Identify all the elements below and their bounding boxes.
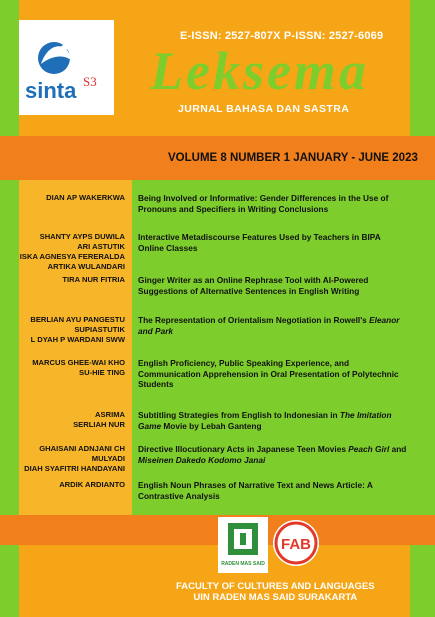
journal-title: Leksema [150, 41, 369, 101]
article-authors: TIRA NUR FITRIA [62, 275, 125, 284]
article-authors: MARCUS GHEE-WAI KHO SU-HIE TING [32, 358, 125, 377]
titles-column [132, 180, 410, 515]
svg-text:sinta: sinta [25, 78, 77, 103]
issn-text: E-ISSN: 2527-807X P-ISSN: 2527-6069 [180, 30, 384, 42]
article-authors: GHAISANI ADNJANI CH MULYADI DIAH SYAFITRI HANDAYANI [24, 444, 125, 473]
article-title: Directive Illocutionary Acts in Japanese Teen Movies Peach Girl and Miseinen Dakedo Kodomo Janai [138, 444, 407, 465]
faculty-name: FACULTY OF CULTURES AND LANGUAGES [176, 581, 375, 592]
faculty-text [176, 581, 375, 603]
article-authors: DIAN AP WAKERKWA [46, 193, 125, 202]
uin-logo [218, 517, 268, 573]
article-title: The Representation of Orientalism Negotiation in Rowell's Eleanor and Park [138, 315, 400, 336]
journal-subtitle: JURNAL BAHASA DAN SASTRA [178, 103, 350, 115]
authors-column [19, 180, 132, 515]
article-authors: BERLIAN AYU PANGESTU SUPIASTUTIK L DYAH P WARDANI SWW [30, 315, 125, 344]
article-title: English Proficiency, Public Speaking Experience, and Communication Apprehension in Oral Presentation of Polytechnic Students [138, 358, 399, 389]
article-title: Being Involved or Informative: Gender Differences in the Use of Pronouns and Specifiers in Writing Conclusions [138, 193, 389, 214]
article-title: English Noun Phrases of Narrative Text and News Article: A Contrastive Analysis [138, 480, 373, 501]
volume-label: VOLUME 8 NUMBER 1 JANUARY - JUNE 2023 [168, 152, 418, 164]
svg-text:FAB: FAB [281, 536, 311, 553]
article-title: Interactive Metadiscourse Features Used by Teachers in BIPA Online Classes [138, 232, 381, 253]
article-authors: SHANTY AYPS DUWILA ARI ASTUTIK ISKA AGNESYA FERERALDA ARTIKA WULANDARI [19, 232, 125, 271]
fab-logo [270, 517, 322, 573]
university-name: UIN RADEN MAS SAID SURAKARTA [193, 592, 358, 603]
svg-text:S3: S3 [83, 74, 97, 89]
sinta-logo [19, 20, 114, 115]
svg-text:RADEN MAS SAID: RADEN MAS SAID [221, 561, 265, 567]
article-title: Ginger Writer as an Online Rephrase Tool with AI-Powered Suggestions of Alternative Sentences in English Writing [138, 275, 369, 296]
article-title: Subtitling Strategies from English to Indonesian in The Imitation Game Movie by Lebah Ganteng [138, 410, 392, 431]
article-authors: ASRIMA SERLIAH NUR [73, 410, 125, 429]
article-authors: ARDIK ARDIANTO [59, 480, 125, 489]
